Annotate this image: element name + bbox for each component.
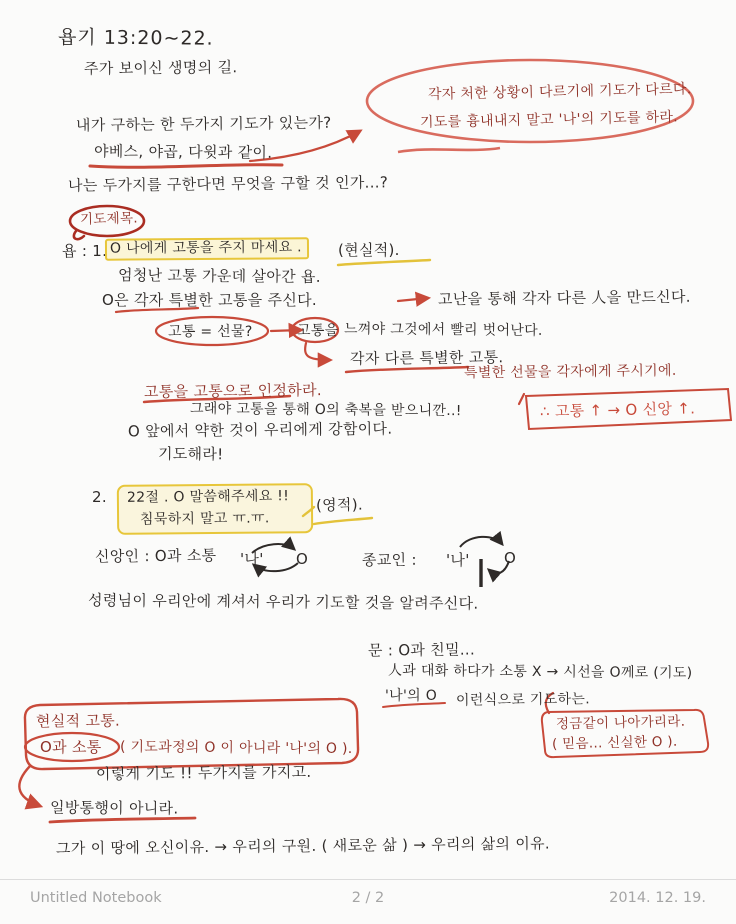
bubble-underline-swoosh — [398, 148, 500, 152]
item2-number: 2. — [92, 488, 107, 506]
question-line: 문 : O과 친밀... — [367, 640, 476, 660]
footer-date: 2014. 12. 19. — [609, 890, 706, 906]
spirit-line: 성령님이 우리안에 계셔서 우리가 기도할 것을 알려주신다. — [87, 591, 479, 613]
summary-paren: ( 기도과정의 O 이 아니라 '나'의 O ). — [119, 738, 353, 758]
admit-line: 고통을 고통으로 인정하라. — [143, 381, 322, 401]
item2-tag: (영적). — [315, 495, 364, 515]
gift-question: 고통 = 선물? — [168, 324, 253, 340]
page-title: 욥기 13:20~22. — [57, 26, 214, 50]
give-underlined: 각자 특별한 — [133, 291, 214, 309]
religious-god: O — [504, 549, 517, 567]
my-god-suffix: 이런식으로 기도하는. — [455, 691, 591, 709]
item1-highlight-span: O 나에게 고통을 주지 마세요 . — [105, 237, 309, 261]
intro-examples: 야베스, 야곱, 다윗과 같이. — [93, 142, 273, 162]
conclusion-box-tick — [519, 394, 524, 404]
item1-tag: (현실적). — [338, 241, 400, 259]
subtitle: 주가 보이신 생명의 길. — [83, 58, 238, 78]
religious-label: 종교인 : — [361, 550, 417, 570]
religious-me: '나' — [446, 551, 470, 569]
believer-me: '나' — [240, 550, 264, 568]
conclusion-text: ∴ 고통 ↑ → O 신앙 ↑. — [539, 399, 696, 421]
pain-word: 고통을 — [297, 323, 339, 339]
item1-highlight — [105, 238, 309, 260]
intro-question-2: 나는 두가지를 구한다면 무엇을 구할 것 인가...? — [67, 173, 389, 195]
special-gift: 특별한 선물을 각자에게 주시기에. — [463, 362, 677, 382]
page-indicator: 2 / 2 — [351, 890, 385, 906]
oneway-line: 일방통행이 아니라. — [49, 798, 179, 818]
speech-bubble-outline — [367, 60, 693, 142]
feel-line: 느껴야 그것에서 빨리 벗어난다. — [343, 321, 543, 339]
underline-oneway — [50, 818, 195, 822]
gold-line-1: 정금같이 나아가리라. — [555, 713, 686, 733]
summary-circled: O과 소통 — [40, 738, 102, 756]
underline-tag-item1 — [338, 260, 430, 265]
summary-line-1: 현실적 고통. — [35, 711, 121, 731]
summary-box — [25, 699, 358, 769]
gold-line-2: ( 믿음... 신실한 O ). — [551, 733, 678, 753]
item1-prefix: 욥 : 1. — [62, 242, 108, 260]
underline-examples — [90, 165, 282, 168]
summary-line-3: 이렇게 기도 !! 두가지를 가지고. — [95, 762, 312, 784]
final-line: 그가 이 땅에 오신이유. → 우리의 구원. ( 새로운 삶 ) → 우리의 삶의 이유. — [55, 834, 551, 858]
arrow-oneway-icon — [19, 766, 40, 806]
give-prefix: O은 — [102, 291, 129, 309]
give-line — [102, 292, 317, 309]
arrow-give-icon — [398, 298, 428, 301]
item2-line-1: 22절 . O 말씀해주세요 !! — [126, 488, 290, 506]
item1-note: 엄청난 고통 가운데 살아간 욥. — [117, 266, 321, 286]
believer-god: O — [296, 550, 309, 568]
prayer-topics-label: 기도제목. — [79, 210, 139, 228]
prayer-label-bubble-tail — [74, 231, 84, 239]
religious-arrow-icon — [460, 537, 502, 547]
weak-line: O 앞에서 약한 것이 우리에게 강함이다. — [127, 419, 393, 441]
bubble-line-2: 기도를 흉내내지 말고 '나'의 기도를 하라. — [419, 109, 679, 131]
underline-tag-item2 — [314, 518, 372, 524]
notebook-title: Untitled Notebook — [30, 890, 162, 906]
item2-line-2: 침묵하지 말고 ㅠ.ㅠ. — [139, 510, 270, 528]
app-footer — [0, 879, 736, 924]
blessing-line: 그래야 고통을 통해 O의 축복을 받으니깐..! — [189, 400, 462, 420]
my-god: '나'의 O — [385, 688, 438, 704]
intro-question-1: 내가 구하는 한 두가지 기도가 있는가? — [75, 113, 332, 135]
believer-label: 신앙인 : O과 소통 — [94, 546, 217, 566]
talk-line: 人과 대화 하다가 소통 X → 시선을 O께로 (기도) — [387, 662, 693, 682]
give-result: 고난을 통해 각자 다른 人을 만드신다. — [437, 287, 691, 309]
give-suffix: 고통을 주신다. — [218, 291, 317, 309]
bubble-line-1: 각자 처한 상황이 다르기에 기도가 다르다. — [427, 81, 692, 103]
elbow-arrow-icon — [305, 343, 330, 360]
each-pain: 각자 다른 특별한 고통. — [349, 348, 504, 368]
pray-line: 기도해라! — [157, 444, 224, 464]
